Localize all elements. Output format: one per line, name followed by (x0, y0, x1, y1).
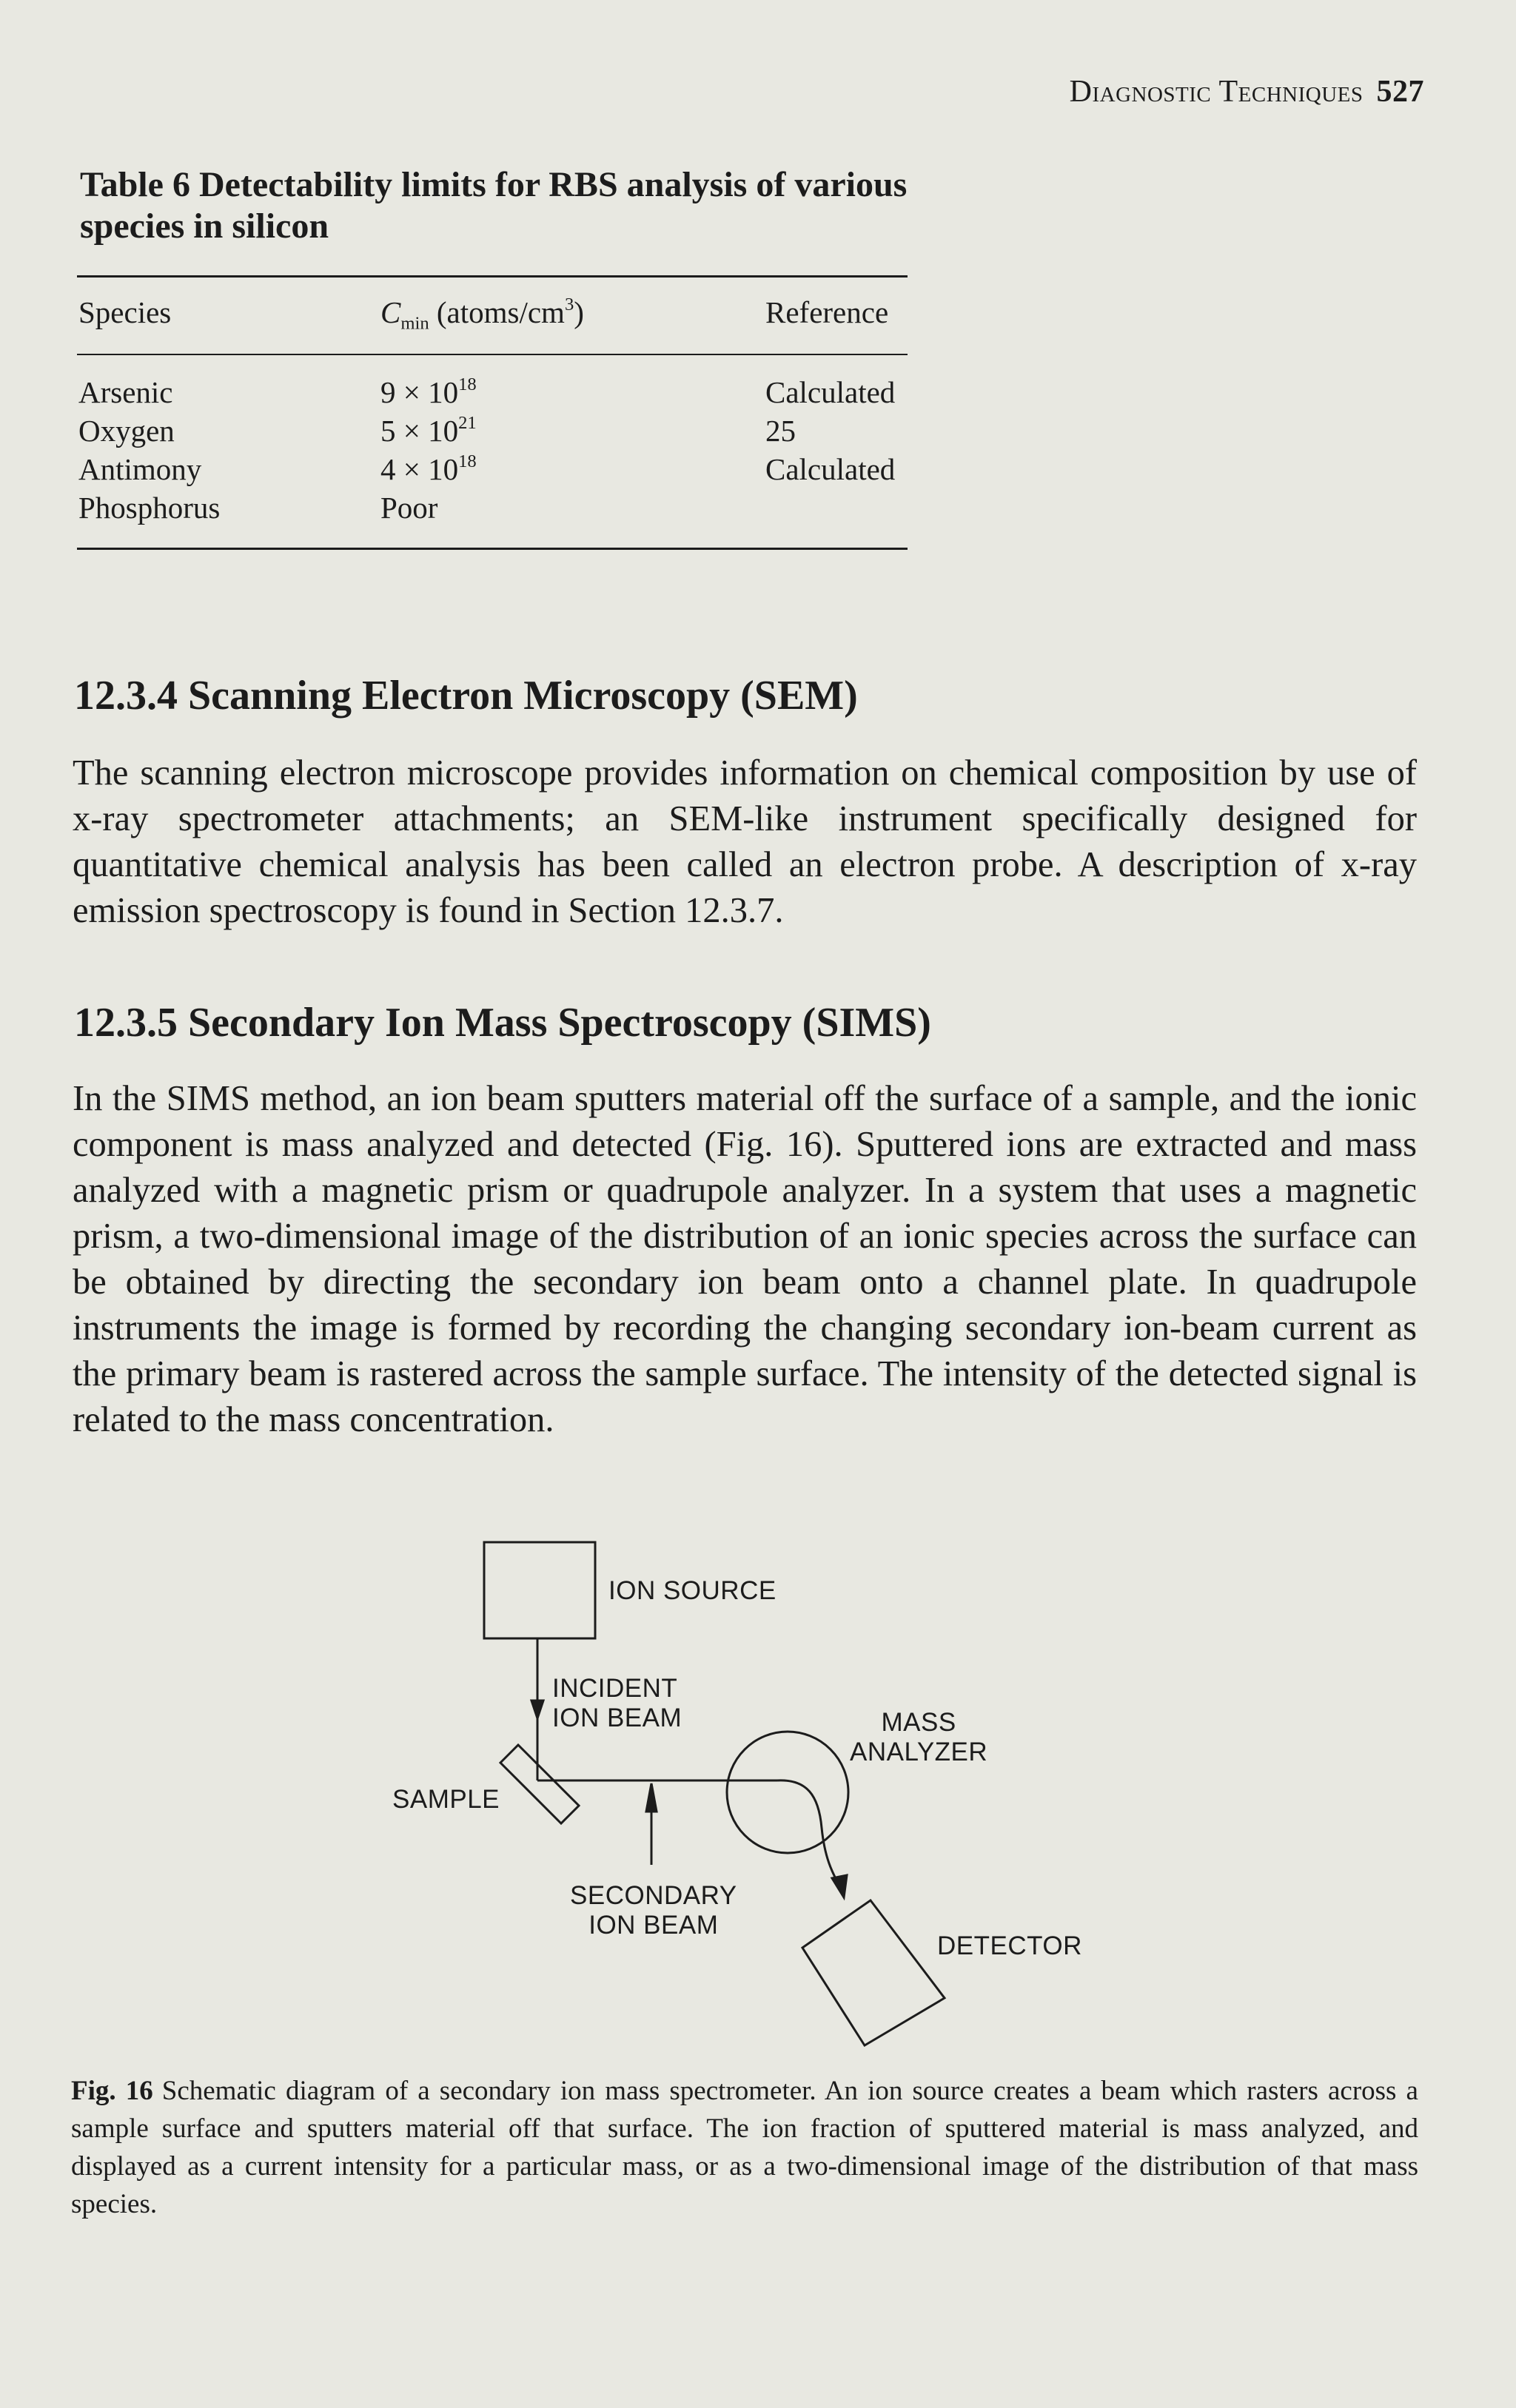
table-caption: Table 6 Detectability limits for RBS analysis of various species in silicon (80, 165, 908, 246)
running-header-title: Diagnostic Techniques (1069, 75, 1364, 109)
table-cell-reference: 25 (765, 414, 796, 448)
detector-arrowhead (832, 1875, 847, 1897)
cmin-subscript: min (400, 313, 429, 334)
cmin-exponent: 18 (458, 374, 477, 394)
table-cell-reference: Calculated (765, 375, 896, 409)
label-secondary-line1: SECONDARY (570, 1881, 737, 1910)
table-header-species: Species (78, 295, 172, 329)
table-cell-reference: Calculated (765, 452, 896, 486)
detector-box (802, 1900, 945, 2045)
mass-analyzer-circle (727, 1732, 848, 1853)
cmin-mantissa: 4 × 10 (380, 452, 459, 486)
label-secondary-ion-beam (570, 1881, 737, 1940)
cmin-units-pre: (atoms/cm (436, 295, 565, 329)
label-secondary-line2: ION BEAM (588, 1911, 719, 1940)
label-mass-analyzer (850, 1708, 987, 1767)
cmin-exponent: 18 (458, 451, 477, 471)
table-cell-species: Arsenic (78, 375, 173, 409)
page-number: 527 (1376, 75, 1424, 109)
figure-caption-text: Schematic diagram of a secondary ion mass spectrometer. An ion source creates a beam which rasters across a sample surface and sputters material off that surface. The ion fraction of sputtered material is mass analyzed, and displayed as a current intensity for a particular mass, or as a two-dimensional image of the distribution of that mass species. (71, 2076, 1418, 2219)
figure-label: Fig. 16 (71, 2076, 153, 2106)
label-incident-line1: INCIDENT (552, 1674, 678, 1703)
label-incident-line2: ION BEAM (552, 1704, 682, 1732)
label-incident-ion-beam (552, 1674, 682, 1733)
cmin-mantissa: Poor (380, 491, 438, 525)
analyzer-beam-path (777, 1780, 839, 1886)
cmin-symbol: C (380, 295, 401, 329)
table-header-reference: Reference (765, 295, 889, 329)
label-detector: DETECTOR (937, 1931, 1082, 1960)
paragraph-sem: The scanning electron microscope provides information on chemical composition by use of x-ray spectrometer attachments; an SEM-like instrument specifically designed for quantitative chemical analysis has been called an electron probe. A description of x-ray emission spectroscopy is found in Section 12.3.7. (73, 753, 1417, 930)
section-heading-sem: 12.3.4 Scanning Electron Microscopy (SEM) (74, 673, 858, 719)
table-cell-species: Antimony (78, 452, 202, 486)
figure-caption (71, 2072, 1418, 2223)
paragraph-sims: In the SIMS method, an ion beam sputters material off the surface of a sample, and the ionic component is mass analyzed and detected (Fig. 16). Sputtered ions are extracted and mass analyzed with a magnetic prism or quadrupole analyzer. In a system that uses a magnetic prism, a two-dimensional image of the distribution of an ionic species across the surface can be obtained by directing the secondary ion beam onto a channel plate. In quadrupole instruments the image is formed by recording the changing secondary ion-beam current as the primary beam is rastered across the sample surface. The intensity of the detected signal is related to the mass concentration. (73, 1079, 1417, 1439)
label-mass-line2: ANALYZER (850, 1738, 988, 1766)
cmin-units-post: ) (574, 295, 584, 329)
label-sample: SAMPLE (392, 1785, 500, 1814)
ion-source-box (484, 1542, 595, 1638)
label-mass-line1: MASS (881, 1708, 956, 1737)
label-ion-source: ION SOURCE (608, 1576, 777, 1605)
table-cell-species: Oxygen (78, 414, 175, 448)
cmin-exponent: 21 (458, 412, 477, 433)
sample-plate (500, 1745, 579, 1823)
cmin-units-sup: 3 (564, 294, 574, 315)
cmin-mantissa: 9 × 10 (380, 375, 459, 409)
section-heading-sims: 12.3.5 Secondary Ion Mass Spectroscopy (SIMS) (74, 1000, 931, 1046)
secondary-beam-pointer-arrowhead (646, 1783, 657, 1812)
cmin-mantissa: 5 × 10 (380, 414, 459, 448)
table-cell-species: Phosphorus (78, 491, 221, 525)
